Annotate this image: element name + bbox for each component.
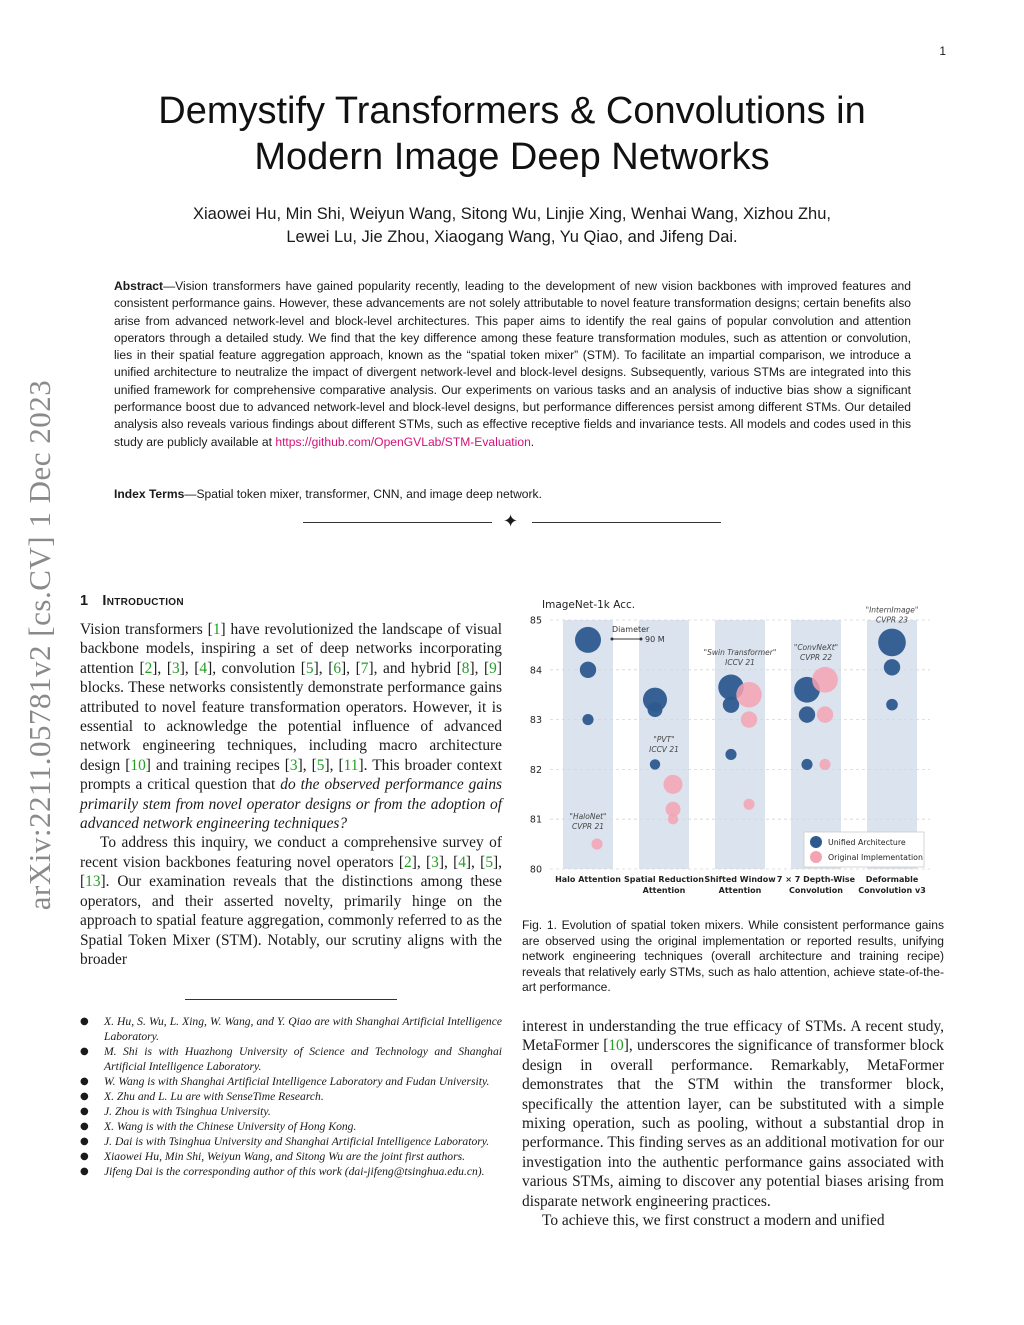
bullet-icon: ● xyxy=(80,1016,89,1027)
bullet-icon: ● xyxy=(80,1136,89,1147)
bullet-icon: ● xyxy=(80,1091,89,1102)
size-legend-label: Diameter xyxy=(612,625,650,634)
index-terms-dash: — xyxy=(184,487,197,501)
introduction-text xyxy=(80,620,502,969)
citation-link[interactable]: 9 xyxy=(489,659,497,677)
section-title: Introduction xyxy=(102,593,184,609)
category-band xyxy=(563,620,613,869)
unified-architecture-point xyxy=(886,699,898,711)
x-category-label: Halo Attention xyxy=(555,875,621,884)
abstract xyxy=(114,278,911,451)
bullet-icon: ● xyxy=(80,1121,89,1132)
x-category-label: Deformable xyxy=(865,875,919,884)
bullet-icon: ● xyxy=(80,1166,89,1177)
index-terms xyxy=(114,486,911,503)
authors-line-1: Xiaowei Hu, Min Shi, Weiyun Wang, Sitong Wu, Linjie Xing, Wenhai Wang, Xizhou Zhu, xyxy=(192,205,831,223)
original-implementation-point xyxy=(668,814,678,824)
footnote-item xyxy=(80,1119,502,1134)
section-heading xyxy=(80,593,184,609)
section-number: 1 xyxy=(80,593,89,609)
x-category-label: Attention xyxy=(718,886,762,895)
code-link[interactable]: https://github.com/OpenGVLab/STM-Evaluation xyxy=(275,434,531,449)
footnote-text: J. Dai is with Tsinghua University and Shanghai Artificial Intelligence Laboratory. xyxy=(104,1135,490,1148)
original-implementation-point xyxy=(663,775,682,794)
original-implementation-point xyxy=(591,839,602,850)
footnote-text: J. Zhou is with Tsinghua University. xyxy=(104,1105,271,1118)
arxiv-identifier xyxy=(20,355,60,935)
footnote-text: Jifeng Dai is the corresponding author of this work (dai-jifeng@tsinghua.edu.cn). xyxy=(104,1165,485,1178)
figure-1-chart xyxy=(522,596,944,900)
unified-architecture-point xyxy=(723,696,739,712)
separator-line-left xyxy=(303,522,492,523)
citation-link[interactable]: 10 xyxy=(608,1037,624,1055)
bullet-icon: ● xyxy=(80,1076,89,1087)
citation-link[interactable]: 4 xyxy=(199,659,208,677)
unified-architecture-point xyxy=(582,714,593,725)
original-implementation-point xyxy=(812,667,838,693)
footnote-item xyxy=(80,1089,502,1104)
unified-architecture-point xyxy=(884,659,900,675)
original-implementation-point xyxy=(819,759,830,770)
size-legend-dot xyxy=(640,638,643,641)
x-category-label: Attention xyxy=(642,886,686,895)
authors-line-2: Lewei Lu, Jie Zhou, Xiaogang Wang, Yu Qiao, and Jifeng Dai. xyxy=(286,228,738,246)
x-category-label: Convolution v3 xyxy=(858,886,926,895)
citation-link[interactable]: 3 xyxy=(171,659,180,677)
citation-link[interactable]: 11 xyxy=(343,756,359,774)
chart-title: ImageNet-1k Acc. xyxy=(542,599,636,611)
citation-link[interactable]: 7 xyxy=(360,659,369,677)
unified-architecture-point xyxy=(878,629,906,657)
unified-architecture-point xyxy=(650,759,660,769)
original-implementation-point xyxy=(817,706,833,722)
x-category-label: Convolution xyxy=(789,886,843,895)
model-annotation-venue: CVPR 21 xyxy=(571,822,605,832)
right-paragraph-2: To achieve this, we first construct a modern and unified xyxy=(542,1212,885,1230)
unified-architecture-point xyxy=(648,702,663,717)
footnote-item xyxy=(80,1014,502,1044)
footnotes xyxy=(80,1014,502,1179)
footnote-text: X. Hu, S. Wu, L. Xing, W. Wang, and Y. Qiao are with Shanghai Artificial Intelligence Laboratory. xyxy=(104,1015,502,1043)
y-tick-label: 80 xyxy=(529,864,542,876)
bullet-icon: ● xyxy=(80,1106,89,1117)
citation-link[interactable]: 3 xyxy=(289,756,298,774)
y-tick-label: 81 xyxy=(529,814,542,826)
y-tick-label: 85 xyxy=(529,615,542,627)
footnote-text: X. Wang is with the Chinese University of Hong Kong. xyxy=(104,1120,357,1133)
bullet-icon: ● xyxy=(80,1046,89,1057)
unified-architecture-point xyxy=(580,662,596,678)
citation-link[interactable]: 5 xyxy=(305,659,314,677)
legend-label: Original Implementation xyxy=(828,853,923,862)
model-annotation: "InternImage" xyxy=(865,605,919,615)
author-list xyxy=(100,203,924,249)
abstract-end: . xyxy=(530,434,535,449)
y-tick-label: 83 xyxy=(529,715,542,727)
model-annotation: "ConvNeXt" xyxy=(793,642,839,652)
x-category-label: Shifted Window xyxy=(704,875,776,884)
footnote-text: X. Zhu and L. Lu are with SenseTime Research. xyxy=(104,1090,324,1103)
abstract-dash: — xyxy=(163,279,176,293)
citation-link[interactable]: 8 xyxy=(461,659,470,677)
right-column-text xyxy=(522,1017,944,1230)
legend-marker xyxy=(810,851,822,863)
figure-caption: Fig. 1. Evolution of spatial token mixers. While consistent performance gains are observed using the original implementation or reported results, unifying network engineering techniques (overall architecture and training recipe) reveals that relatively early STMs, such as halo attention, achieve state-of-the-art performance. xyxy=(522,918,944,995)
y-tick-label: 84 xyxy=(529,665,542,677)
citation-link[interactable]: 13 xyxy=(85,873,101,891)
citation-link[interactable]: 5 xyxy=(485,853,494,871)
abstract-label: Abstract xyxy=(114,279,164,293)
citation-link[interactable]: 6 xyxy=(333,659,342,677)
y-tick-label: 82 xyxy=(529,764,542,776)
intro-paragraph-1: Vision transformers [1] have revolutionized the landscape of visual backbone models, inspiring a set of deep networks incorporating attention [2], [3], [4], convolution [5], [6], [7], and hybrid [8], [9] blocks. These networks consistently demonstrate performance gains attributed to novel feature transformation operators. However, it is essential to acknowledge the potential influence of advanced network engineering techniques, including macro architecture design [10] and training recipes [3], [5], [11]. This broader context prompts a critical question that do the observed performance gains primarily stem from novel operator designs or from the adoption of advanced network engineering techniques? xyxy=(80,621,502,833)
citation-link[interactable]: 2 xyxy=(144,659,153,677)
citation-link[interactable]: 5 xyxy=(316,756,325,774)
size-legend-value: 90 M xyxy=(645,635,665,644)
model-annotation-venue: ICCV 21 xyxy=(649,745,679,755)
model-annotation: "PVT" xyxy=(653,735,675,745)
research-question: do the observed performance gains primarily stem from novel operator designs or from the adoption of advanced network engineering techniques? xyxy=(80,776,502,833)
model-annotation-venue: CVPR 22 xyxy=(799,652,833,662)
right-paragraph-1: interest in understanding the true efficacy of STMs. A recent study, MetaFormer [10], underscores the significance of transformer block design in overall performance. Remarkably, MetaFormer demonstrates that the STM within the transformer block, specifically the attention layer, can be substituted with a simple mixing operation, such as pooling, without a substantial drop in performance. This finding serves as an additional motivation for our investigation into the authentic performance gains associated with various STMs, aiming to discover any potential biases arising from disparate network engineering practices. xyxy=(522,1018,944,1210)
model-annotation-venue: CVPR 23 xyxy=(875,615,909,625)
footnote-item xyxy=(80,1134,502,1149)
abstract-body: Vision transformers have gained popularity recently, leading to the development of new vision backbones with improved features and consistent performance gains. However, these advancements are not solely attributable to novel feature transformation designs; certain benefits also arise from advanced network-level and block-level architectures. This paper aims to identify the real gains of popular convolution and attention operators through a detailed study. We find that the key difference among these feature transformation modules, such as attention or convolution, lies in their spatial feature aggregation approach, known as the “spatial token mixer” (STM). To facilitate an impartial comparison, we introduce a unified architecture to neutralize the impact of divergent network-level and block-level designs. Subsequently, various STMs are integrated into this unified framework for comprehensive comparative analysis. Our experiments on various tasks and an analysis of inductive bias show a significant performance boost due to advanced network-level and block-level designs, but performance differences persist among different STMs. Our detailed analysis also reveals various findings about different STMs, such as effective receptive fields and invariance tests. All models and codes used in this study are publicly available at xyxy=(114,279,911,449)
paper-title xyxy=(100,88,924,180)
unified-architecture-point xyxy=(575,627,601,653)
separator-star-icon: ✦ xyxy=(503,511,519,532)
footnote-item xyxy=(80,1164,502,1179)
page-number: 1 xyxy=(939,44,946,58)
footnote-item xyxy=(80,1074,502,1089)
footnote-text: M. Shi is with Huazhong University of Science and Technology and Shanghai Artificial Intelligence Laboratory. xyxy=(104,1045,502,1073)
section-separator xyxy=(300,511,724,532)
model-annotation: "Swin Transformer" xyxy=(703,647,777,657)
index-terms-text: Spatial token mixer, transformer, CNN, and image deep network. xyxy=(196,487,542,501)
model-annotation-venue: ICCV 21 xyxy=(725,657,755,667)
title-line-2: Modern Image Deep Networks xyxy=(254,136,770,178)
citation-link[interactable]: 2 xyxy=(404,853,412,871)
intro-paragraph-2: To address this inquiry, we conduct a comprehensive survey of recent vision backbones featuring novel operators [2], [3], [4], [5], [13]. Our examination reveals that the distinctions among these operators, and their asserted novelty, primarily hinge on the approach to spatial feature aggregation, commonly referred to as the Spatial Token Mixer (STM). Notably, our scrutiny aligns with the broader xyxy=(80,834,502,968)
footnote-item xyxy=(80,1149,502,1164)
legend-label: Unified Architecture xyxy=(828,838,906,847)
index-terms-label: Index Terms xyxy=(114,487,185,501)
citation-link[interactable]: 10 xyxy=(130,756,146,774)
legend-marker xyxy=(810,836,822,848)
footnote-item xyxy=(80,1044,502,1074)
x-category-label: 7 × 7 Depth-Wise xyxy=(776,875,856,884)
footnote-item xyxy=(80,1104,502,1119)
arxiv-identifier-text: arXiv:2211.05781v2 [cs.CV] 1 Dec 2023 xyxy=(22,379,57,911)
separator-line-right xyxy=(532,522,721,523)
unified-architecture-point xyxy=(801,759,812,770)
unified-architecture-point xyxy=(799,706,815,722)
title-line-1: Demystify Transformers & Convolutions in xyxy=(158,90,866,132)
original-implementation-point xyxy=(741,711,757,727)
footnote-text: Xiaowei Hu, Min Shi, Weiyun Wang, and Sitong Wu are the joint first authors. xyxy=(104,1150,466,1163)
footnote-rule xyxy=(185,999,397,1000)
bullet-icon: ● xyxy=(80,1151,89,1162)
unified-architecture-point xyxy=(725,749,736,760)
citation-link[interactable]: 4 xyxy=(458,853,466,871)
citation-link[interactable]: 1 xyxy=(212,621,221,638)
citation-link[interactable]: 3 xyxy=(431,853,439,871)
x-category-label: Spatial Reduction xyxy=(624,875,704,884)
original-implementation-point xyxy=(736,682,762,708)
model-annotation: "HaloNet" xyxy=(569,812,607,822)
size-legend-dot xyxy=(611,638,614,641)
original-implementation-point xyxy=(743,799,754,810)
footnote-text: W. Wang is with Shanghai Artificial Intelligence Laboratory and Fudan University. xyxy=(104,1075,490,1088)
